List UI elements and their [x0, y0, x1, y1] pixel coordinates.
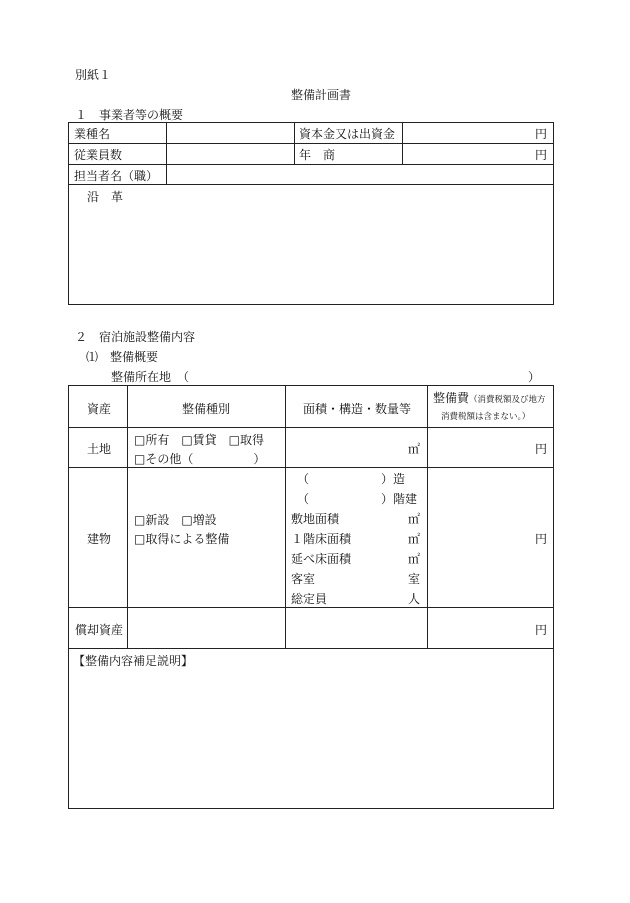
land-options-line2[interactable]: □その他（ ）	[134, 452, 266, 466]
capital-label: 資本金又は出資金	[299, 127, 396, 141]
building-options-line1[interactable]: □新設 □増設	[134, 513, 217, 527]
building-cost-unit: 円	[535, 532, 548, 546]
total-floor-area-unit: ㎡	[408, 552, 421, 566]
notes-label: 【整備内容補足説明】	[73, 654, 194, 668]
col-asset-header: 資産	[87, 402, 112, 416]
employees-field[interactable]	[167, 144, 293, 164]
depreciable-label: 償却資産	[75, 623, 124, 637]
col-cost-note1: （消費税額及び地方	[469, 395, 546, 405]
site-area-unit: ㎡	[408, 512, 421, 526]
section2-heading: ２ 宿泊施設整備内容	[75, 330, 196, 344]
location-close-paren: ）	[528, 370, 541, 384]
land-label: 土地	[87, 442, 112, 456]
location-field[interactable]	[195, 366, 525, 382]
notes-field[interactable]	[69, 668, 553, 808]
annual-sales-field[interactable]	[403, 144, 553, 164]
col-area-header: 面積・構造・数量等	[303, 402, 412, 416]
history-label: 沿 革	[87, 190, 124, 204]
building-floors: （ ）階建	[297, 492, 418, 506]
employees-label: 従業員数	[74, 148, 123, 162]
section1-heading: １ 事業者等の概要	[75, 108, 184, 122]
land-cost-unit: 円	[535, 442, 548, 456]
depreciable-cost-unit: 円	[535, 623, 548, 637]
building-structure: （ ）造	[297, 472, 406, 486]
col-cost-label: 整備費	[433, 391, 470, 405]
annual-sales-label: 年 商	[299, 148, 336, 162]
industry-label: 業種名	[74, 127, 111, 141]
capacity-label: 総定員	[291, 592, 328, 606]
capacity-unit: 人	[408, 592, 421, 606]
col-cost-header	[433, 389, 546, 406]
capital-unit: 円	[535, 127, 548, 141]
document-title: 整備計画書	[291, 88, 352, 102]
rooms-label: 客室	[291, 572, 316, 586]
total-floor-area-label: 延べ床面積	[291, 552, 352, 566]
location-label: 整備所在地 （	[111, 370, 190, 384]
first-floor-area-unit: ㎡	[408, 532, 421, 546]
land-area-unit: ㎡	[408, 442, 421, 456]
attachment-label: 別紙１	[75, 68, 112, 82]
annual-sales-unit: 円	[535, 148, 548, 162]
rooms-unit: 室	[408, 572, 421, 586]
history-field[interactable]	[69, 204, 553, 304]
site-area-label: 敷地面積	[291, 512, 340, 526]
section2-subheading: ⑴ 整備概要	[86, 350, 159, 364]
contact-field[interactable]	[167, 165, 553, 184]
building-options-line2[interactable]: □取得による整備	[134, 532, 230, 546]
industry-field[interactable]	[167, 123, 293, 143]
col-type-header: 整備種別	[182, 402, 231, 416]
contact-label: 担当者名（職）	[74, 169, 159, 183]
col-cost-note2: 消費税額は含まない。）	[441, 412, 531, 422]
capital-field[interactable]	[403, 123, 553, 143]
land-options-line1[interactable]: □所有 □賃貸 □取得	[134, 433, 265, 447]
building-label: 建物	[87, 532, 112, 546]
first-floor-area-label: １階床面積	[291, 532, 352, 546]
